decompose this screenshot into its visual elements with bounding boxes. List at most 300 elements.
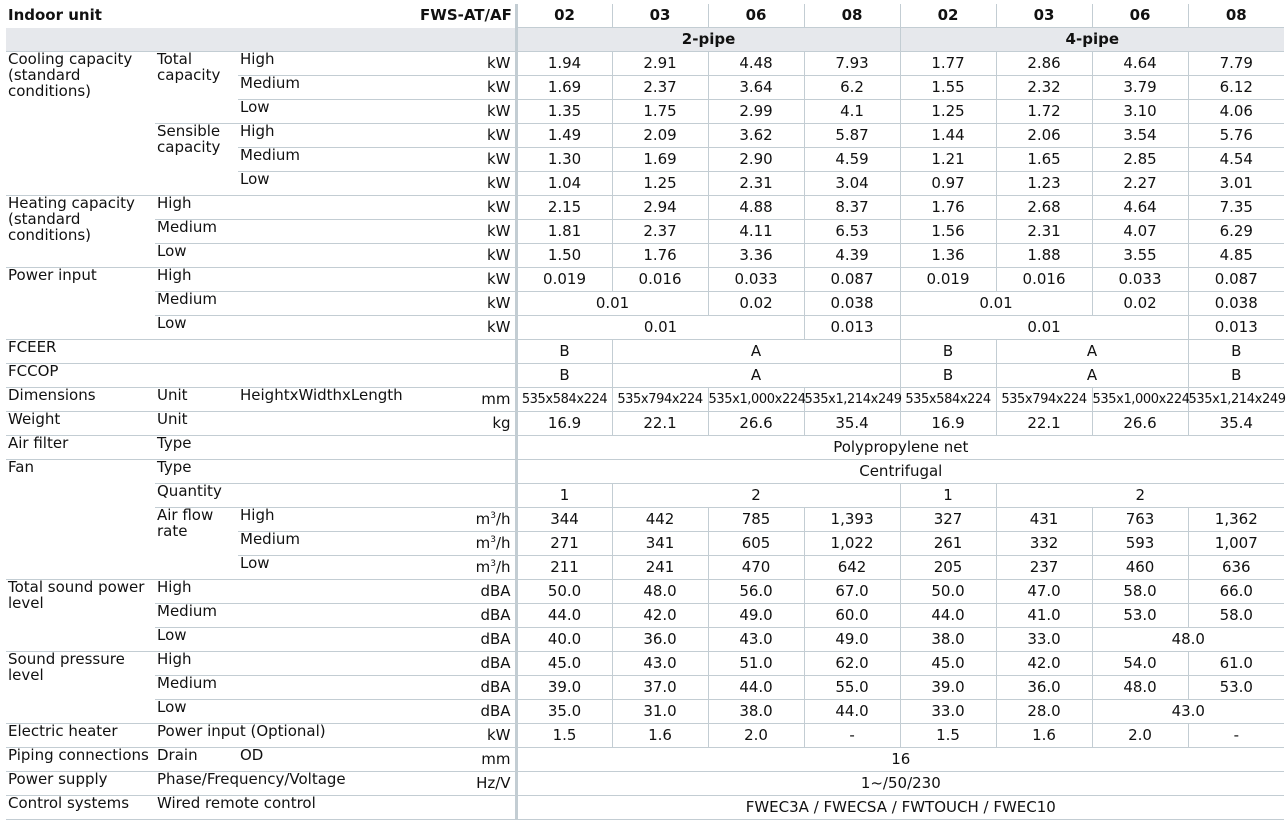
header-row xyxy=(6,4,1284,28)
value-cell: 2.94 xyxy=(612,196,708,220)
value-cell: 6.2 xyxy=(804,76,900,100)
value-cell: 42.0 xyxy=(996,652,1092,676)
level-label: Low xyxy=(155,628,418,652)
value-cell: 1.44 xyxy=(900,124,996,148)
value-cell: 3.10 xyxy=(1092,100,1188,124)
value-cell: 2.37 xyxy=(612,76,708,100)
model-header: 08 xyxy=(804,4,900,28)
value-cell: 1.72 xyxy=(996,100,1092,124)
value-cell: 344 xyxy=(516,508,612,532)
value-cell: 442 xyxy=(612,508,708,532)
value-cell: Centrifugal xyxy=(516,460,1284,484)
value-cell: A xyxy=(996,364,1188,388)
value-cell: 1.49 xyxy=(516,124,612,148)
unit-label: dBA xyxy=(418,628,516,652)
value-cell: 33.0 xyxy=(900,700,996,724)
value-cell: 1.65 xyxy=(996,148,1092,172)
value-cell: 1.81 xyxy=(516,220,612,244)
unit-label: $m^3/h$ xyxy=(418,556,516,580)
value-cell: 56.0 xyxy=(708,580,804,604)
table-row xyxy=(6,604,1284,628)
value-cell: 271 xyxy=(516,532,612,556)
value-cell: 642 xyxy=(804,556,900,580)
value-cell: 1,362 xyxy=(1188,508,1284,532)
value-cell: 54.0 xyxy=(1092,652,1188,676)
table-row xyxy=(6,724,1284,748)
value-cell: 2.85 xyxy=(1092,148,1188,172)
value-cell: 2.91 xyxy=(612,52,708,76)
value-cell: 535x1,000x224 xyxy=(708,388,804,412)
value-cell: 593 xyxy=(1092,532,1188,556)
pipe-header-row xyxy=(6,28,1284,52)
value-cell: 38.0 xyxy=(708,700,804,724)
model-header: 03 xyxy=(996,4,1092,28)
value-cell: 0.01 xyxy=(516,316,804,340)
value-cell: 50.0 xyxy=(516,580,612,604)
unit-label: kW xyxy=(418,148,516,172)
value-cell: 39.0 xyxy=(900,676,996,700)
table-row xyxy=(6,292,1284,316)
value-cell: 0.01 xyxy=(516,292,708,316)
value-cell: A xyxy=(996,340,1188,364)
value-cell: B xyxy=(516,364,612,388)
level-label: Medium xyxy=(155,604,418,628)
table-row xyxy=(6,484,1284,508)
section-power-input: Power input xyxy=(6,268,155,340)
value-cell: 43.0 xyxy=(1092,700,1284,724)
section-air-filter: Air filter xyxy=(6,436,155,460)
section-fan: Fan xyxy=(6,460,155,580)
level-label: Medium xyxy=(155,292,418,316)
value-cell: 1.88 xyxy=(996,244,1092,268)
value-cell: 16.9 xyxy=(900,412,996,436)
value-cell: 211 xyxy=(516,556,612,580)
value-cell: 1.69 xyxy=(516,76,612,100)
unit-label: dBA xyxy=(418,604,516,628)
level-label: Low xyxy=(155,700,418,724)
value-cell: 35.4 xyxy=(804,412,900,436)
table-row xyxy=(6,436,1284,460)
value-cell: 44.0 xyxy=(900,604,996,628)
value-cell: 1.69 xyxy=(612,148,708,172)
table-row xyxy=(6,124,1284,148)
value-cell: 2.09 xyxy=(612,124,708,148)
table-row xyxy=(6,460,1284,484)
value-cell: 26.6 xyxy=(708,412,804,436)
value-cell: 35.0 xyxy=(516,700,612,724)
value-cell: 535x584x224 xyxy=(516,388,612,412)
table-row xyxy=(6,700,1284,724)
section-cooling: Cooling capacity (standard conditions) xyxy=(6,52,155,196)
section-heating: Heating capacity (standard conditions) xyxy=(6,196,155,268)
value-cell: 0.033 xyxy=(708,268,804,292)
value-cell: 48.0 xyxy=(612,580,708,604)
unit-label: mm xyxy=(418,388,516,412)
table-row xyxy=(6,772,1284,796)
table-row xyxy=(6,316,1284,340)
series-name: FWS-AT/AF xyxy=(420,5,512,24)
value-cell: 3.55 xyxy=(1092,244,1188,268)
unit-label: dBA xyxy=(418,652,516,676)
value-cell: 6.29 xyxy=(1188,220,1284,244)
sub-label: Wired remote control xyxy=(155,796,516,820)
level-label: High xyxy=(155,580,418,604)
value-cell: 1.50 xyxy=(516,244,612,268)
value-cell: 58.0 xyxy=(1188,604,1284,628)
value-cell: 43.0 xyxy=(708,628,804,652)
value-cell: 7.79 xyxy=(1188,52,1284,76)
value-cell: 4.39 xyxy=(804,244,900,268)
value-cell: 1.77 xyxy=(900,52,996,76)
value-cell: 5.76 xyxy=(1188,124,1284,148)
value-cell: 0.019 xyxy=(900,268,996,292)
unit-label: kW xyxy=(418,124,516,148)
value-cell: 1.76 xyxy=(612,244,708,268)
unit-label: kW xyxy=(418,316,516,340)
value-cell: 50.0 xyxy=(900,580,996,604)
value-cell: 2 xyxy=(612,484,900,508)
table-row xyxy=(6,652,1284,676)
level-label: Low xyxy=(155,244,418,268)
section-fccop: FCCOP xyxy=(6,364,516,388)
sub-label: Phase/Frequency/Voltage xyxy=(155,772,418,796)
value-cell: 1.94 xyxy=(516,52,612,76)
value-cell: 2.90 xyxy=(708,148,804,172)
value-cell: 0.038 xyxy=(1188,292,1284,316)
air-flow-rate-label: Air flow rate xyxy=(155,508,238,580)
value-cell: 35.4 xyxy=(1188,412,1284,436)
table-row xyxy=(6,508,1284,532)
value-cell: 535x794x224 xyxy=(996,388,1092,412)
unit-label: kW xyxy=(418,196,516,220)
value-cell: 38.0 xyxy=(900,628,996,652)
value-cell: 44.0 xyxy=(516,604,612,628)
value-cell: 2.32 xyxy=(996,76,1092,100)
value-cell: 45.0 xyxy=(516,652,612,676)
value-cell: 4.64 xyxy=(1092,52,1188,76)
table-row xyxy=(6,196,1284,220)
table-row xyxy=(6,340,1284,364)
table-row xyxy=(6,628,1284,652)
value-cell: 1 xyxy=(516,484,612,508)
value-cell: 1.6 xyxy=(612,724,708,748)
value-cell: 636 xyxy=(1188,556,1284,580)
sensible-capacity-label: Sensible capacity xyxy=(155,124,238,196)
value-cell: B xyxy=(900,340,996,364)
value-cell: 0.013 xyxy=(804,316,900,340)
model-header: 02 xyxy=(516,4,612,28)
value-cell: 22.1 xyxy=(996,412,1092,436)
value-cell: 5.87 xyxy=(804,124,900,148)
value-cell: 2.31 xyxy=(996,220,1092,244)
level-label: Low xyxy=(238,172,418,196)
value-cell: 2.0 xyxy=(1092,724,1188,748)
sub-label: Type xyxy=(155,436,516,460)
value-cell: 43.0 xyxy=(612,652,708,676)
unit-label: dBA xyxy=(418,676,516,700)
sub-label: Unit xyxy=(155,412,418,436)
section-weight: Weight xyxy=(6,412,155,436)
value-cell: 0.97 xyxy=(900,172,996,196)
table-row xyxy=(6,268,1284,292)
value-cell: 332 xyxy=(996,532,1092,556)
value-cell: 61.0 xyxy=(1188,652,1284,676)
value-cell: 535x1,214x249 xyxy=(804,388,900,412)
value-cell: 67.0 xyxy=(804,580,900,604)
value-cell: 53.0 xyxy=(1092,604,1188,628)
level-label: High xyxy=(155,652,418,676)
table-row xyxy=(6,364,1284,388)
value-cell: 0.019 xyxy=(516,268,612,292)
unit-label: kg xyxy=(418,412,516,436)
value-cell: 62.0 xyxy=(804,652,900,676)
level-label: High xyxy=(155,196,418,220)
sub-label: OD xyxy=(238,748,418,772)
table-row xyxy=(6,244,1284,268)
value-cell: 261 xyxy=(900,532,996,556)
value-cell: 1.30 xyxy=(516,148,612,172)
value-cell: 1.36 xyxy=(900,244,996,268)
table-row xyxy=(6,796,1284,820)
value-cell: 1,022 xyxy=(804,532,900,556)
value-cell: FWEC3A / FWECSA / FWTOUCH / FWEC10 xyxy=(516,796,1284,820)
value-cell: 0.01 xyxy=(900,292,1092,316)
unit-label: $m^3/h$ xyxy=(418,508,516,532)
section-electric-heater: Electric heater xyxy=(6,724,155,748)
section-piping: Piping connections xyxy=(6,748,155,772)
value-cell: 4.1 xyxy=(804,100,900,124)
sub-label: Type xyxy=(155,460,516,484)
value-cell: 1~/50/230 xyxy=(516,772,1284,796)
table-row xyxy=(6,52,1284,76)
sub-label: Power input (Optional) xyxy=(155,724,418,748)
unit-label: kW xyxy=(418,172,516,196)
value-cell: 16.9 xyxy=(516,412,612,436)
value-cell: 36.0 xyxy=(996,676,1092,700)
value-cell: 237 xyxy=(996,556,1092,580)
value-cell: 2.15 xyxy=(516,196,612,220)
value-cell: 0.033 xyxy=(1092,268,1188,292)
value-cell: 4.06 xyxy=(1188,100,1284,124)
unit-label: kW xyxy=(418,244,516,268)
value-cell: 1.75 xyxy=(612,100,708,124)
section-total-sound: Total sound power level xyxy=(6,580,155,652)
value-cell: 0.02 xyxy=(708,292,804,316)
value-cell: 535x584x224 xyxy=(900,388,996,412)
value-cell: 1.25 xyxy=(612,172,708,196)
value-cell: 0.013 xyxy=(1188,316,1284,340)
value-cell: 22.1 xyxy=(612,412,708,436)
level-label: Low xyxy=(238,556,418,580)
value-cell: 460 xyxy=(1092,556,1188,580)
spec-table xyxy=(6,4,1284,820)
value-cell: 3.79 xyxy=(1092,76,1188,100)
level-label: Medium xyxy=(155,220,418,244)
section-dimensions: Dimensions xyxy=(6,388,155,412)
table-row xyxy=(6,388,1284,412)
level-label: Medium xyxy=(238,148,418,172)
value-cell: 535x794x224 xyxy=(612,388,708,412)
value-cell: 49.0 xyxy=(804,628,900,652)
value-cell: 41.0 xyxy=(996,604,1092,628)
table-row xyxy=(6,220,1284,244)
unit-label: dBA xyxy=(418,700,516,724)
value-cell: 8.37 xyxy=(804,196,900,220)
value-cell: B xyxy=(1188,364,1284,388)
value-cell: 341 xyxy=(612,532,708,556)
level-label: Medium xyxy=(238,76,418,100)
value-cell: 7.35 xyxy=(1188,196,1284,220)
value-cell: 3.01 xyxy=(1188,172,1284,196)
value-cell: B xyxy=(1188,340,1284,364)
level-label: Low xyxy=(238,100,418,124)
value-cell: 4.11 xyxy=(708,220,804,244)
value-cell: 44.0 xyxy=(708,676,804,700)
value-cell: 6.12 xyxy=(1188,76,1284,100)
unit-label: $m^3/h$ xyxy=(418,532,516,556)
unit-label: kW xyxy=(418,52,516,76)
value-cell: 1,007 xyxy=(1188,532,1284,556)
value-cell: 1.35 xyxy=(516,100,612,124)
model-header: 06 xyxy=(1092,4,1188,28)
sub-label: Drain xyxy=(155,748,238,772)
value-cell: 51.0 xyxy=(708,652,804,676)
table-row xyxy=(6,748,1284,772)
value-cell: 58.0 xyxy=(1092,580,1188,604)
value-cell: 785 xyxy=(708,508,804,532)
value-cell: 45.0 xyxy=(900,652,996,676)
value-cell: 2 xyxy=(996,484,1284,508)
value-cell: 49.0 xyxy=(708,604,804,628)
value-cell: 2.27 xyxy=(1092,172,1188,196)
value-cell: 16 xyxy=(516,748,1284,772)
value-cell: 763 xyxy=(1092,508,1188,532)
value-cell: 37.0 xyxy=(612,676,708,700)
value-cell: - xyxy=(804,724,900,748)
value-cell: 60.0 xyxy=(804,604,900,628)
value-cell: 1.5 xyxy=(900,724,996,748)
value-cell: 36.0 xyxy=(612,628,708,652)
value-cell: 327 xyxy=(900,508,996,532)
value-cell: A xyxy=(612,364,900,388)
level-label: High xyxy=(238,52,418,76)
value-cell: 28.0 xyxy=(996,700,1092,724)
value-cell: 4.88 xyxy=(708,196,804,220)
value-cell: 4.59 xyxy=(804,148,900,172)
value-cell: 2.06 xyxy=(996,124,1092,148)
value-cell: 55.0 xyxy=(804,676,900,700)
model-header: 06 xyxy=(708,4,804,28)
value-cell: 42.0 xyxy=(612,604,708,628)
level-label: High xyxy=(238,124,418,148)
pipe-2-header: 2-pipe xyxy=(516,28,900,52)
value-cell: 53.0 xyxy=(1188,676,1284,700)
unit-label: kW xyxy=(418,220,516,244)
unit-label: kW xyxy=(418,76,516,100)
value-cell: 6.53 xyxy=(804,220,900,244)
unit-label: kW xyxy=(418,100,516,124)
value-cell: 2.31 xyxy=(708,172,804,196)
level-label: Medium xyxy=(238,532,418,556)
value-cell: 1 xyxy=(900,484,996,508)
value-cell: 3.04 xyxy=(804,172,900,196)
value-cell: 48.0 xyxy=(1092,676,1188,700)
table-row xyxy=(6,676,1284,700)
value-cell: 66.0 xyxy=(1188,580,1284,604)
value-cell: 0.02 xyxy=(1092,292,1188,316)
section-power-supply: Power supply xyxy=(6,772,155,796)
value-cell: 26.6 xyxy=(1092,412,1188,436)
value-cell: 44.0 xyxy=(804,700,900,724)
value-cell: B xyxy=(516,340,612,364)
value-cell: 4.85 xyxy=(1188,244,1284,268)
value-cell: 3.62 xyxy=(708,124,804,148)
unit-label: Hz/V xyxy=(418,772,516,796)
value-cell: 39.0 xyxy=(516,676,612,700)
level-label: High xyxy=(238,508,418,532)
value-cell: 1.23 xyxy=(996,172,1092,196)
value-cell: 3.36 xyxy=(708,244,804,268)
value-cell: 1,393 xyxy=(804,508,900,532)
value-cell: B xyxy=(900,364,996,388)
value-cell: 605 xyxy=(708,532,804,556)
value-cell: 0.087 xyxy=(1188,268,1284,292)
unit-label: kW xyxy=(418,724,516,748)
model-header: 08 xyxy=(1188,4,1284,28)
value-cell: 4.07 xyxy=(1092,220,1188,244)
pipe-4-header: 4-pipe xyxy=(900,28,1284,52)
value-cell: 2.99 xyxy=(708,100,804,124)
value-cell: 40.0 xyxy=(516,628,612,652)
value-cell: 0.038 xyxy=(804,292,900,316)
section-sound-pressure: Sound pressure level xyxy=(6,652,155,724)
unit-label: kW xyxy=(418,268,516,292)
value-cell: 1.76 xyxy=(900,196,996,220)
sub-label: Unit xyxy=(155,388,238,412)
value-cell: 2.68 xyxy=(996,196,1092,220)
value-cell: 2.86 xyxy=(996,52,1092,76)
table-row xyxy=(6,412,1284,436)
value-cell: 1.55 xyxy=(900,76,996,100)
unit-label: dBA xyxy=(418,580,516,604)
value-cell: 470 xyxy=(708,556,804,580)
value-cell: - xyxy=(1188,724,1284,748)
value-cell: 31.0 xyxy=(612,700,708,724)
model-header: 03 xyxy=(612,4,708,28)
value-cell: 241 xyxy=(612,556,708,580)
value-cell: 48.0 xyxy=(1092,628,1284,652)
value-cell: 205 xyxy=(900,556,996,580)
value-cell: 3.54 xyxy=(1092,124,1188,148)
section-fceer: FCEER xyxy=(6,340,516,364)
value-cell: 2.0 xyxy=(708,724,804,748)
level-label: Low xyxy=(155,316,418,340)
level-label: High xyxy=(155,268,418,292)
value-cell: Polypropylene net xyxy=(516,436,1284,460)
value-cell: 1.25 xyxy=(900,100,996,124)
value-cell: 4.48 xyxy=(708,52,804,76)
value-cell: 1.56 xyxy=(900,220,996,244)
value-cell: 1.5 xyxy=(516,724,612,748)
value-cell: 0.016 xyxy=(996,268,1092,292)
section-control: Control systems xyxy=(6,796,155,820)
value-cell: 0.016 xyxy=(612,268,708,292)
value-cell: 535x1,000x224 xyxy=(1092,388,1188,412)
value-cell: A xyxy=(612,340,900,364)
model-header: 02 xyxy=(900,4,996,28)
value-cell: 4.64 xyxy=(1092,196,1188,220)
value-cell: 535x1,214x249 xyxy=(1188,388,1284,412)
